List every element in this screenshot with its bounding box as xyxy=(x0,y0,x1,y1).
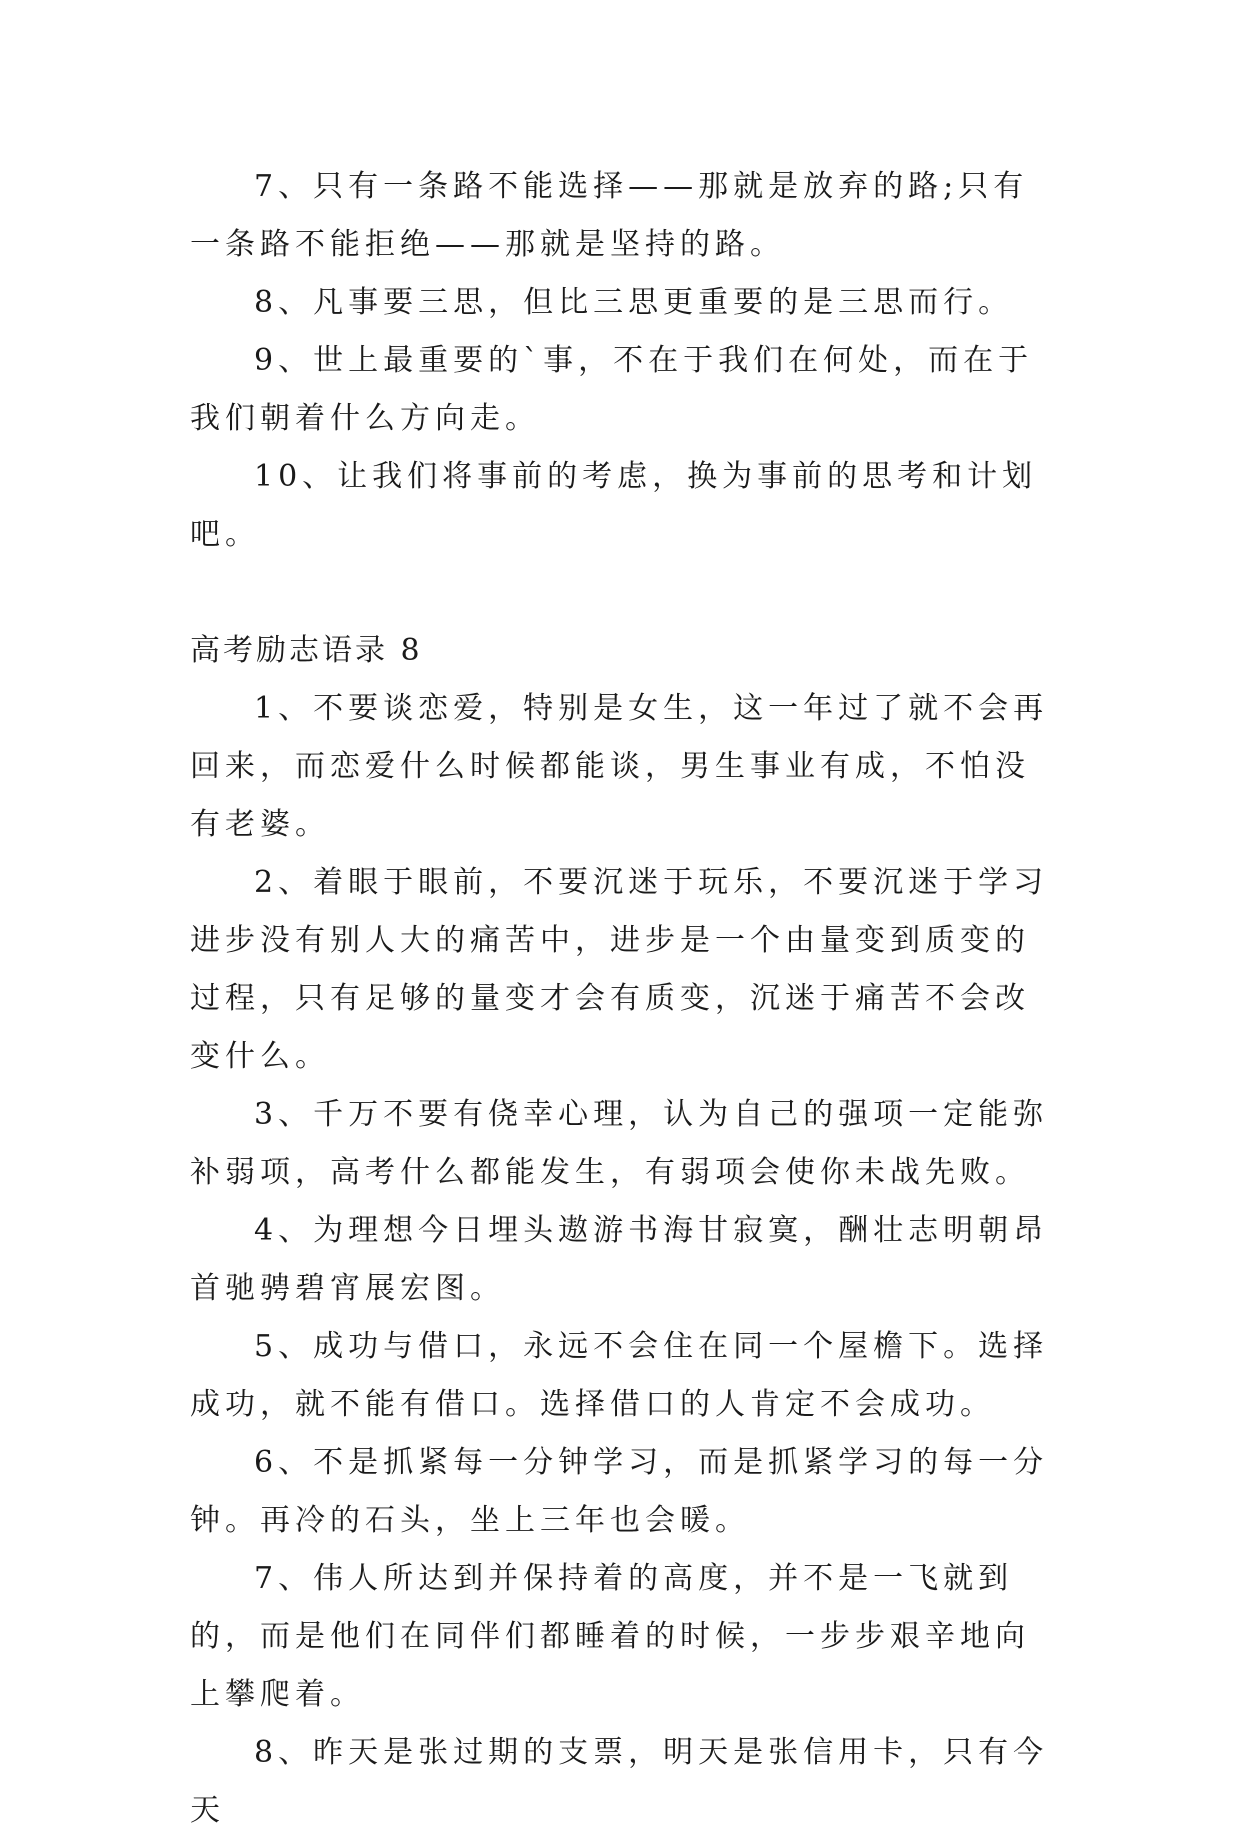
paragraph-quote-9: 9、世上最重要的`事，不在于我们在何处，而在于我们朝着什么方向走。 xyxy=(190,343,1034,436)
paragraph-quote-10: 10、让我们将事前的考虑，换为事前的思考和计划吧。 xyxy=(190,459,1038,552)
section-paragraph-2: 2、着眼于眼前，不要沉迷于玩乐，不要沉迷于学习进步没有别人大的痛苦中，进步是一个由量变到质变的过程，只有足够的量变才会有质变，沉迷于痛苦不会改变什么。 xyxy=(190,865,1049,1074)
section-paragraph-7: 7、伟人所达到并保持着的高度，并不是一飞就到的，而是他们在同伴们都睡着的时候，一步步艰辛地向上攀爬着。 xyxy=(190,1561,1030,1712)
document-body xyxy=(190,158,1050,1840)
section-paragraph-5: 5、成功与借口，永远不会住在同一个屋檐下。选择成功，就不能有借口。选择借口的人肯定不会成功。 xyxy=(190,1329,1049,1422)
paragraph-quote-8: 8、凡事要三思，但比三思更重要的是三思而行。 xyxy=(254,285,1014,320)
section-paragraph-6: 6、不是抓紧每一分钟学习，而是抓紧学习的每一分钟。再冷的石头，坐上三年也会暖。 xyxy=(190,1445,1049,1538)
section-paragraph-8: 8、昨天是张过期的支票，明天是张信用卡，只有今天 xyxy=(190,1735,1049,1828)
section-heading: 高考励志语录 8 xyxy=(190,633,423,668)
section-paragraph-3: 3、千万不要有侥幸心理，认为自己的强项一定能弥补弱项，高考什么都能发生，有弱项会使你未战先败。 xyxy=(190,1097,1049,1190)
section-paragraph-4: 4、为理想今日埋头遨游书海甘寂寞，酬壮志明朝昂首驰骋碧宵展宏图。 xyxy=(190,1213,1049,1306)
paragraph-quote-7: 7、只有一条路不能选择——那就是放弃的路;只有一条路不能拒绝——那就是坚持的路。 xyxy=(190,169,1029,262)
section-paragraph-1: 1、不要谈恋爱，特别是女生，这一年过了就不会再回来，而恋爱什么时候都能谈，男生事业有成，不怕没有老婆。 xyxy=(190,691,1049,842)
